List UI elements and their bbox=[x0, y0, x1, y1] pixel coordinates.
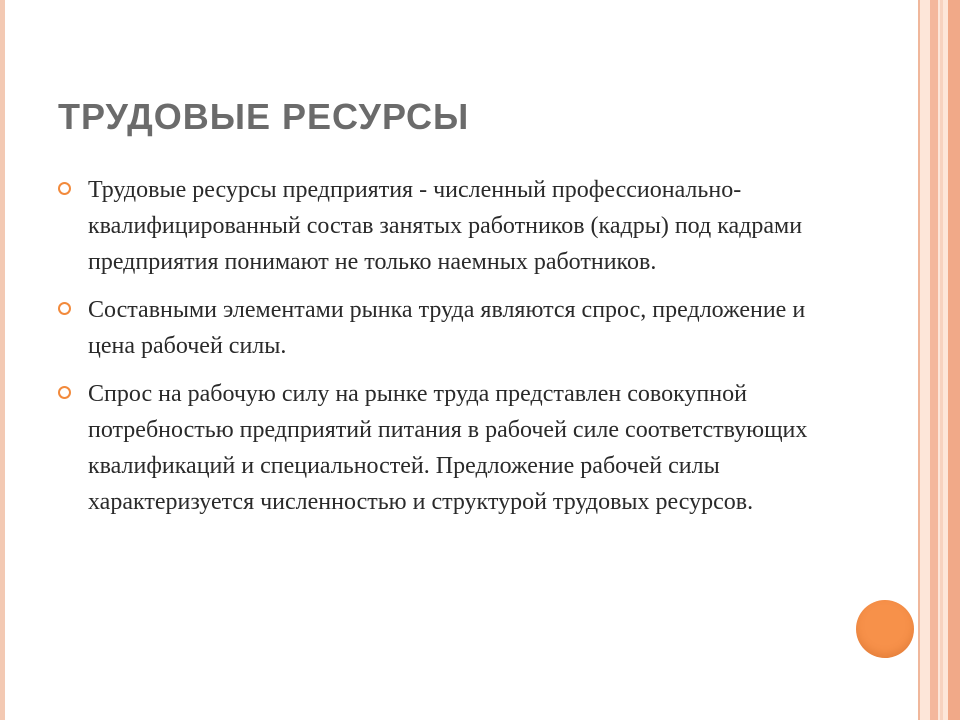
left-decorative-border bbox=[0, 0, 5, 720]
bullet-text: Спрос на рабочую силу на рынке труда представлен совокупной потребностью предприятий питания в рабочей силе соответствующих квалификаций и специальностей. Предложение рабочей силы характеризуется численностью и структурой трудовых ресурсов. bbox=[88, 381, 808, 515]
bullet-item bbox=[58, 376, 858, 520]
ring-bullet-icon bbox=[58, 386, 71, 399]
right-decorative-band bbox=[918, 0, 960, 720]
ring-bullet-icon bbox=[58, 302, 71, 315]
decorative-stripe bbox=[948, 0, 960, 720]
bullet-item bbox=[58, 172, 858, 280]
decorative-stripe bbox=[940, 0, 943, 720]
decorative-circle bbox=[856, 600, 914, 658]
bullet-text: Трудовые ресурсы предприятия - численный профессионально-квалифицированный состав занятых работников (кадры) под кадрами предприятия понимают не только наемных работников. bbox=[88, 177, 803, 275]
bullet-text: Составными элементами рынка труда являются спрос, предложение и цена рабочей силы. bbox=[88, 297, 806, 359]
bullet-item bbox=[58, 292, 858, 364]
bullet-list bbox=[58, 172, 858, 532]
decorative-stripe bbox=[930, 0, 938, 720]
ring-bullet-icon bbox=[58, 182, 71, 195]
decorative-stripe bbox=[918, 0, 920, 720]
slide-title: ТРУДОВЫЕ РЕСУРСЫ bbox=[58, 96, 470, 137]
